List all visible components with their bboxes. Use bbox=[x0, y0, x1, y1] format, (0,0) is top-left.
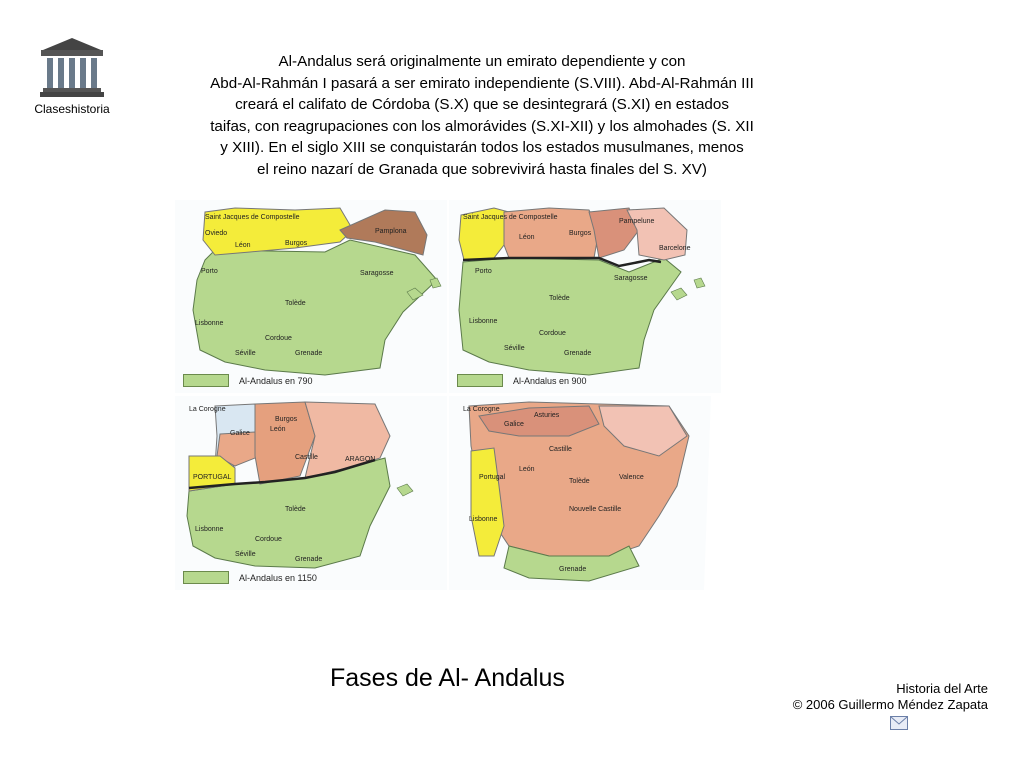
map-790 bbox=[175, 200, 447, 393]
map-place-label: Grenade bbox=[564, 350, 592, 357]
legend-label: Al-Andalus en 900 bbox=[513, 375, 587, 386]
page-title: Fases de Al- Andalus bbox=[330, 664, 565, 692]
map-place-label: Lisbonne bbox=[195, 526, 224, 533]
map-place-label: Lisbonne bbox=[195, 320, 224, 327]
map-place-label: Tolède bbox=[569, 478, 590, 485]
map-place-label: Oviedo bbox=[205, 230, 228, 237]
map-place-label: Grenade bbox=[295, 556, 323, 563]
map-place-label: Pamplona bbox=[375, 228, 407, 235]
map-legend bbox=[183, 571, 317, 584]
intro-line: el reino nazarí de Granada que sobrevivirá hasta finales del S. XV) bbox=[257, 160, 707, 178]
intro-line: Abd-Al-Rahmán I pasará a ser emirato independiente (S.VIII). Abd-Al-Rahmán III bbox=[210, 74, 754, 92]
map-place-label: Nouvelle Castille bbox=[569, 506, 622, 513]
legend-swatch bbox=[183, 571, 229, 584]
map-place-label: Castille bbox=[549, 446, 572, 453]
map-place-label: Lisbonne bbox=[469, 318, 498, 325]
envelope-icon[interactable] bbox=[890, 716, 908, 735]
map-place-label: Léon bbox=[235, 242, 251, 249]
map-place-label: PORTUGAL bbox=[193, 474, 232, 481]
intro-line: creará el califato de Córdoba (S.X) que se desintegrará (S.XI) en estados bbox=[235, 96, 729, 113]
map-place-label: Léon bbox=[519, 234, 535, 241]
map-place-label: León bbox=[519, 466, 535, 473]
credits bbox=[793, 681, 988, 713]
map-place-label: ARAGON bbox=[345, 456, 376, 463]
intro-line: taifas, con reagrupaciones con los almorávides (S.XI-XII) y los almohades (S. XII bbox=[210, 117, 754, 135]
map-1150 bbox=[175, 396, 447, 590]
map-place-label: La Corogne bbox=[463, 406, 500, 413]
map-place-label: Galice bbox=[230, 430, 250, 437]
legend-label: Al-Andalus en 790 bbox=[239, 375, 313, 386]
map-place-label: Porto bbox=[475, 268, 492, 275]
map-place-label: Lisbonne bbox=[469, 516, 498, 523]
map-place-label: Castille bbox=[295, 454, 318, 461]
intro-line: Al-Andalus será originalmente un emirato dependiente y con bbox=[278, 53, 686, 70]
map-1300 bbox=[449, 396, 721, 590]
map-place-label: Cordoue bbox=[539, 330, 566, 337]
map-place-label: Burgos bbox=[285, 240, 308, 247]
greek-temple-icon bbox=[37, 36, 107, 98]
map-place-label: Burgos bbox=[275, 416, 298, 423]
legend-swatch bbox=[457, 374, 503, 387]
map-place-label: Saragosse bbox=[360, 270, 394, 277]
map-place-label: Porto bbox=[201, 268, 218, 275]
map-legend bbox=[183, 374, 313, 387]
map-place-label: Grenade bbox=[295, 350, 323, 357]
map-place-label: Cordoue bbox=[265, 335, 292, 342]
map-grid bbox=[175, 200, 721, 590]
map-place-label: Barcelone bbox=[659, 245, 691, 252]
logo-label: Claseshistoria bbox=[34, 102, 110, 116]
intro-line: y XIII). En el siglo XIII se conquistarán todos los estados musulmanes, menos bbox=[220, 139, 744, 156]
map-place-label: Séville bbox=[235, 551, 256, 558]
map-place-label: Pampelune bbox=[619, 218, 655, 225]
map-place-label: Cordoue bbox=[255, 536, 282, 543]
map-place-label: Asturies bbox=[534, 412, 560, 419]
map-900 bbox=[449, 200, 721, 393]
map-place-label: Séville bbox=[504, 345, 525, 352]
map-place-label: Grenade bbox=[559, 566, 587, 573]
map-place-label: Burgos bbox=[569, 230, 592, 237]
legend-swatch bbox=[183, 374, 229, 387]
credits-line1: Historia del Arte bbox=[896, 681, 988, 696]
map-place-label: Tolède bbox=[285, 506, 306, 513]
intro-text bbox=[168, 51, 796, 180]
logo bbox=[30, 36, 114, 116]
credits-line2: © 2006 Guillermo Méndez Zapata bbox=[792, 697, 988, 712]
map-legend bbox=[457, 374, 587, 387]
map-place-label: Saragosse bbox=[614, 275, 648, 282]
map-place-label: Tolède bbox=[549, 295, 570, 302]
map-place-label: La Corogne bbox=[189, 406, 226, 413]
legend-label: Al-Andalus en 1150 bbox=[239, 572, 317, 583]
map-place-label: Valence bbox=[619, 474, 644, 481]
map-place-label: Tolède bbox=[285, 300, 306, 307]
map-place-label: Portugal bbox=[479, 474, 506, 481]
map-place-label: Séville bbox=[235, 350, 256, 357]
map-place-label: Saint Jacques de Compostelle bbox=[463, 214, 558, 221]
map-place-label: León bbox=[270, 426, 286, 433]
map-place-label: Saint Jacques de Compostelle bbox=[205, 214, 300, 221]
map-place-label: Galice bbox=[504, 421, 524, 428]
